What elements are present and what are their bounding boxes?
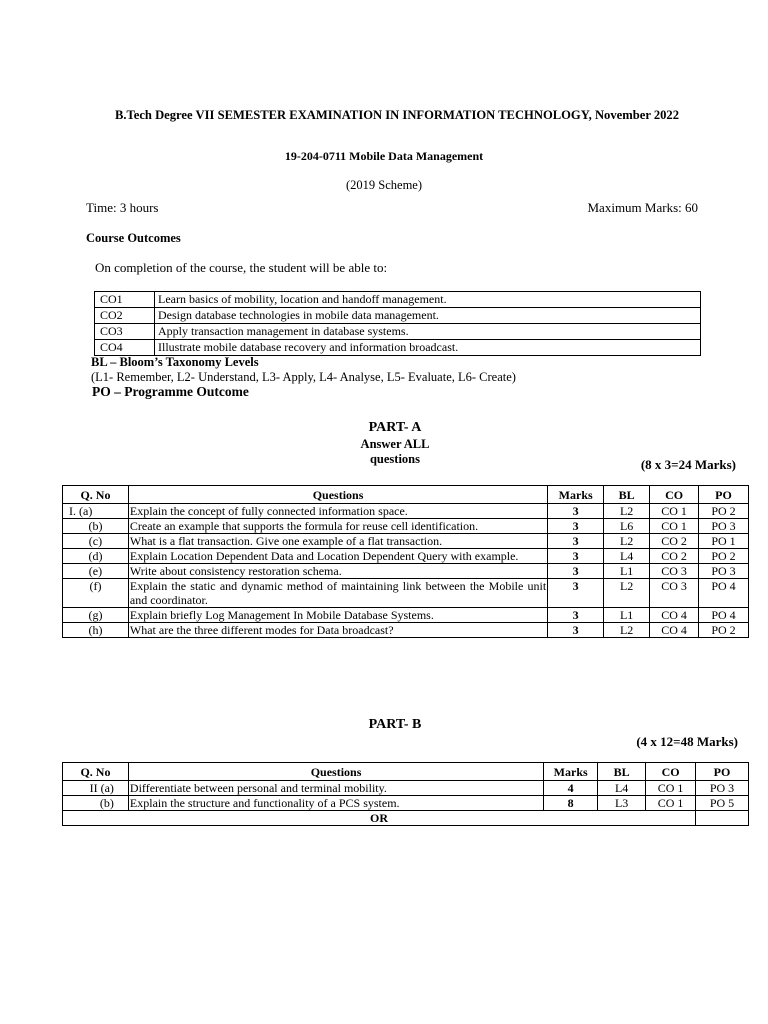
question-bl: L4 bbox=[598, 781, 646, 796]
co-row bbox=[95, 340, 701, 356]
column-header-po: PO bbox=[699, 486, 749, 504]
exam-duration: Time: 3 hours bbox=[86, 200, 159, 215]
scheme-label: (2019 Scheme) bbox=[345, 178, 423, 192]
column-header-questions: Questions bbox=[128, 486, 547, 504]
co-code: CO3 bbox=[95, 324, 155, 340]
table-header-row bbox=[63, 486, 749, 504]
column-header-qno: Q. No bbox=[63, 763, 129, 781]
co-code: CO4 bbox=[95, 340, 155, 356]
question-marks: 3 bbox=[548, 623, 604, 638]
course-outcomes-intro: On completion of the course, the student will be able to: bbox=[95, 260, 388, 275]
question-bl: L2 bbox=[604, 623, 650, 638]
column-header-bl: BL bbox=[604, 486, 650, 504]
question-text: Explain the static and dynamic method of maintaining link between the Mobile unit and coordinator. bbox=[129, 579, 547, 607]
question-text: Create an example that supports the formula for reuse cell identification. bbox=[128, 519, 547, 534]
co-description: Learn basics of mobility, location and handoff management. bbox=[155, 292, 701, 308]
question-text: Explain Location Dependent Data and Location Dependent Query with example. bbox=[128, 549, 547, 564]
table-row bbox=[63, 504, 749, 519]
table-header-row bbox=[63, 763, 749, 781]
question-co: CO 3 bbox=[650, 564, 699, 579]
course-outcomes-heading: Course Outcomes bbox=[86, 231, 181, 245]
co-row bbox=[95, 292, 701, 308]
question-marks: 4 bbox=[544, 781, 598, 796]
co-row bbox=[95, 324, 701, 340]
co-row bbox=[95, 308, 701, 324]
column-header-po: PO bbox=[696, 763, 749, 781]
question-marks: 3 bbox=[548, 608, 604, 623]
question-text: Write about consistency restoration schema. bbox=[128, 564, 547, 579]
question-po: PO 3 bbox=[699, 564, 749, 579]
column-header-qno: Q. No bbox=[63, 486, 129, 504]
question-marks: 3 bbox=[548, 519, 604, 534]
table-row bbox=[63, 579, 749, 608]
co-code: CO1 bbox=[95, 292, 155, 308]
co-description: Apply transaction management in database systems. bbox=[155, 324, 701, 340]
question-bl: L6 bbox=[604, 519, 650, 534]
question-bl: L2 bbox=[604, 579, 650, 608]
question-bl: L1 bbox=[604, 608, 650, 623]
question-marks: 3 bbox=[548, 549, 604, 564]
part-a-question-table bbox=[62, 485, 749, 638]
question-number: (e) bbox=[63, 564, 129, 579]
question-marks: 3 bbox=[548, 564, 604, 579]
question-marks: 3 bbox=[548, 504, 604, 519]
question-marks: 3 bbox=[548, 579, 604, 608]
question-po: PO 2 bbox=[699, 623, 749, 638]
table-row bbox=[63, 781, 749, 796]
part-b-marks: (4 x 12=48 Marks) bbox=[636, 734, 738, 749]
question-text: Explain the concept of fully connected information space. bbox=[128, 504, 547, 519]
question-bl: L2 bbox=[604, 504, 650, 519]
question-number: (g) bbox=[63, 608, 129, 623]
question-po: PO 4 bbox=[699, 579, 749, 608]
question-co: CO 2 bbox=[650, 549, 699, 564]
question-co: CO 4 bbox=[650, 623, 699, 638]
part-a-instruction-line2: questions bbox=[369, 452, 421, 466]
question-bl: L3 bbox=[598, 796, 646, 811]
co-description: Design database technologies in mobile data management. bbox=[155, 308, 701, 324]
question-number: (d) bbox=[63, 549, 129, 564]
question-co: CO 4 bbox=[650, 608, 699, 623]
question-co: CO 1 bbox=[646, 781, 696, 796]
bloom-taxonomy-levels: (L1- Remember, L2- Understand, L3- Apply, L4- Analyse, L5- Evaluate, L6- Create) bbox=[91, 370, 516, 384]
question-po: PO 5 bbox=[696, 796, 749, 811]
table-row bbox=[63, 534, 749, 549]
question-text: What are the three different modes for Data broadcast? bbox=[128, 623, 547, 638]
or-separator: OR bbox=[63, 811, 696, 826]
course-outcomes-table bbox=[94, 291, 701, 356]
table-row bbox=[63, 519, 749, 534]
column-header-marks: Marks bbox=[548, 486, 604, 504]
course-title: 19-204-0711 Mobile Data Management bbox=[284, 149, 484, 163]
exam-title: B.Tech Degree VII SEMESTER EXAMINATION IN INFORMATION TECHNOLOGY, November 2022 bbox=[114, 108, 680, 122]
question-text: What is a flat transaction. Give one example of a flat transaction. bbox=[128, 534, 547, 549]
question-marks: 8 bbox=[544, 796, 598, 811]
question-co: CO 1 bbox=[646, 796, 696, 811]
table-row bbox=[63, 564, 749, 579]
table-row bbox=[63, 796, 749, 811]
question-number: (c) bbox=[63, 534, 129, 549]
question-co: CO 1 bbox=[650, 504, 699, 519]
question-text: Differentiate between personal and terminal mobility. bbox=[128, 781, 543, 796]
question-bl: L2 bbox=[604, 534, 650, 549]
question-text: Explain briefly Log Management In Mobile Database Systems. bbox=[128, 608, 547, 623]
column-header-questions: Questions bbox=[128, 763, 543, 781]
co-code: CO2 bbox=[95, 308, 155, 324]
question-po: PO 2 bbox=[699, 504, 749, 519]
question-number: I. (a) bbox=[63, 504, 129, 519]
question-text: Explain the structure and functionality of a PCS system. bbox=[128, 796, 543, 811]
table-row bbox=[63, 623, 749, 638]
part-b-question-table bbox=[62, 762, 749, 826]
or-row bbox=[63, 811, 749, 826]
empty-cell bbox=[696, 811, 749, 826]
question-number: (b) bbox=[63, 796, 129, 811]
question-po: PO 2 bbox=[699, 549, 749, 564]
question-number: (b) bbox=[63, 519, 129, 534]
co-description: Illustrate mobile database recovery and information broadcast. bbox=[155, 340, 701, 356]
column-header-co: CO bbox=[650, 486, 699, 504]
question-co: CO 1 bbox=[650, 519, 699, 534]
part-a-marks: (8 x 3=24 Marks) bbox=[640, 457, 736, 472]
question-po: PO 3 bbox=[696, 781, 749, 796]
table-row bbox=[63, 549, 749, 564]
column-header-marks: Marks bbox=[544, 763, 598, 781]
question-bl: L4 bbox=[604, 549, 650, 564]
question-po: PO 3 bbox=[699, 519, 749, 534]
maximum-marks: Maximum Marks: 60 bbox=[587, 200, 698, 215]
part-b-title: PART- B bbox=[368, 717, 422, 732]
question-co: CO 3 bbox=[650, 579, 699, 608]
part-a-title: PART- A bbox=[368, 420, 422, 435]
part-a-instruction-line1: Answer ALL bbox=[360, 437, 430, 451]
question-bl: L1 bbox=[604, 564, 650, 579]
table-row bbox=[63, 608, 749, 623]
question-number: (h) bbox=[63, 623, 129, 638]
question-po: PO 1 bbox=[699, 534, 749, 549]
column-header-co: CO bbox=[646, 763, 696, 781]
column-header-bl: BL bbox=[598, 763, 646, 781]
question-marks: 3 bbox=[548, 534, 604, 549]
programme-outcome-heading: PO – Programme Outcome bbox=[92, 384, 249, 399]
question-number: (f) bbox=[63, 579, 129, 608]
question-co: CO 2 bbox=[650, 534, 699, 549]
bloom-taxonomy-heading: BL – Bloom’s Taxonomy Levels bbox=[91, 355, 259, 369]
question-number: II (a) bbox=[63, 781, 129, 796]
question-po: PO 4 bbox=[699, 608, 749, 623]
